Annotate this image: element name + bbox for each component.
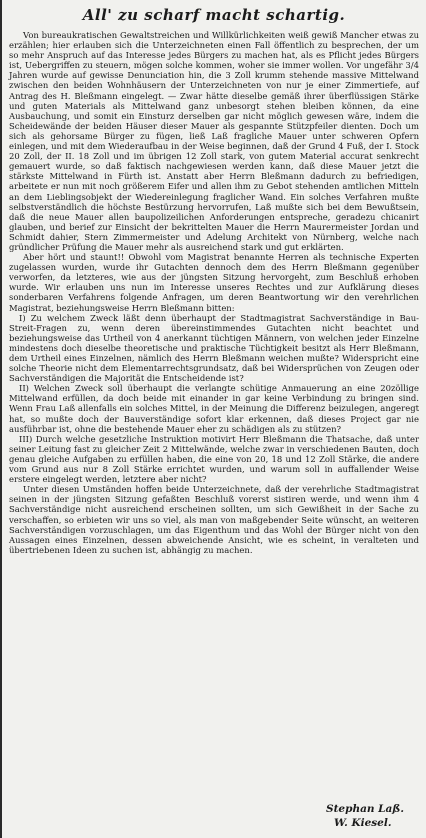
- article-title: All' zu scharf macht schartig.: [82, 6, 346, 24]
- signature-lass: Stephan Laß.: [325, 803, 404, 815]
- paragraph-conclusion: Unter diesen Umständen hoffen beide Unterzeichnete, daß der verehrliche Stadtmagistrat seinen in der jüngsten Sitzung gefaßten Beschluß vorerst sistiren werde, und wenn ihm 4 Sachverständige nicht ausreichend erscheinen sollten, um sich Gewißheit in der Sache zu verschaffen, so erbieten wir uns so viel, als man von maßgebender Seite wünscht, an weiteren Sachverständigen vorzuschlagen, um das Eigenthum und das Wohl der Bürger nicht von den Aussagen eines Einzelnen, dessen abweichende Ansicht, wie es scheint, in veralteten und übertriebenen Ideen zu suchen ist, abhängig zu machen.: [9, 484, 419, 555]
- article-body: [9, 30, 419, 555]
- signature-kiesel: W. Kiesel.: [333, 817, 392, 829]
- question-two: II) Welchen Zweck soll überhaupt die verlangte schütige Anmauerung an eine 20zöllige Mittelwand erfüllen, da doch beide mit einander in gar keine Verbindung zu bringen sind. Wenn Frau Laß allenfalls ein solches Mittel, in der Meinung die Differenz beizulegen, angeregt hat, so mußte doch der Bauverständige sofort klar erkennen, daß dieses Project gar nie ausführbar ist, ohne die bestehende Mauer eher zu schädigen als zu stützen?: [9, 383, 419, 434]
- question-three: III) Durch welche gesetzliche Instruktion motivirt Herr Bleßmann die Thatsache, daß unter seiner Leitung fast zu gleicher Zeit 2 Mittelwände, welche zwar in verschiedenen Bauten, doch genau gleiche Aufgaben zu erfüllen haben, die eine von 20, 18 und 12 Zoll Stärke, die andere vom Grund aus nur 8 Zoll Stärke errichtet wurden, und warum soll in auffallender Weise erstere eingelegt werden, letztere aber nicht?: [9, 433, 419, 485]
- signature-block: [326, 802, 404, 830]
- paragraph-staunt: Aber hört und staunt!! Obwohl vom Magistrat benannte Herren als technische Experten zugelassen wurden, wurde ihr Gutachten dennoch dem des Herrn Bleßmann gegenüber verworfen, da letzteres, wie aus der jüngsten Sitzung hervorgeht, zum Beschluß erhoben wurde. Wir erlauben uns nun im Interesse unseres Rechtes und zur Aufklärung dieses sonderbaren Verfahrens folgende Anfragen, um deren Beantwortung wir den verehrlichen Magistrat, beziehungsweise Herrn Bleßmann bitten:: [9, 252, 419, 313]
- paragraph-intro: Von bureaukratischen Gewaltstreichen und Willkürlichkeiten weiß gewiß Mancher etwas zu erzählen; hier erlauben sich die Unterzeichneten einen Fall öffentlich zu besprechen, der um so mehr Anspruch auf das Interesse jedes Bürgers zu machen hat, als es Pflicht jedes Bürgers ist, Uebergriffen zu steuern, mögen solche kommen, woher sie immer wollen. Vor ungefähr 3/4 Jahren wurde auf gewisse Denunciation hin, die 3 Zoll krumm stehende massive Mittelwand zwischen den beiden Wohnhäusern der Unterzeichneten von nur je einer Zimmertiefe, auf Antrag des H. Bleßmann eingelegt. — Zwar hätte dieselbe gemäß ihrer überflüssigen Stärke und guten Materials als Mittelwand ganz unbesorgt stehen bleiben können, da eine Ausbauchung, und somit ein Einsturz derselben gar nicht möglich gewesen wäre, indem die Scheidewände der beiden Häuser dieser Mauer als gespannte Stützpfeiler dienten. Doch um sich als gehorsame Bürger zu fügen, ließ Laß fragliche Mauer unter schweren Opfern einlegen, und mit dem Wiederaufbau in der Weise beginnen, daß der Grund 4 Fuß, der I. Stock 20 Zoll, der II. 18 Zoll und im übrigen 12 Zoll stark, von gutem Material accurat senkrecht gemauert wurde, so daß faktisch nachgewiesen werden kann, daß diese Mauer jetzt die stärkste Mittelwand in Fürth ist. Anstatt aber Herrn Bleßmann dadurch zu befriedigen, arbeitete er nun mit noch größerem Eifer und allen ihm zu Gebot stehenden amtlichen Mitteln an dem Lieblingsobjekt der Wiedereinlegung fraglicher Wand. Ein solches Verfahren mußte selbstverständlich die höchste Bestürzung hervorrufen, Laß mußte sich bei dem Bewußtsein, daß die neue Mauer allen baupolizeilichen Anforderungen entspreche, geradezu chicanirt glauben, und berief zur Einsicht der bekrittelten Mauer die Herrn Maurermeister Jordan und Schmidt dahier, Stern Zimmermeister und Adelung Architekt von Nürnberg, welche nach gründlicher Prüfung die Mauer mehr als ausreichend stark und gut erklärten.: [9, 30, 419, 252]
- question-one: I) Zu welchem Zweck läßt denn überhaupt der Stadtmagistrat Sachverständige in Bau-Streit-Fragen zu, wenn deren übereinstimmendes Gutachten nicht beachtet und beziehungsweise das Urtheil von 4 anerkannt tüchtigen Männern, von welchen jeder Einzelne mindestens doch dieselbe theoretische und praktische Tüchtigkeit besitzt als Herr Bleßmann, dem Urtheil eines Einzelnen, nämlich des Herrn Bleßmann weichen mußte? Widerspricht eine solche Theorie nicht dem Elementarrechtsgrundsatz, daß bei Widersprüchen von Zeugen oder Sachverständigen die Majorität die Entscheidende ist?: [9, 312, 419, 384]
